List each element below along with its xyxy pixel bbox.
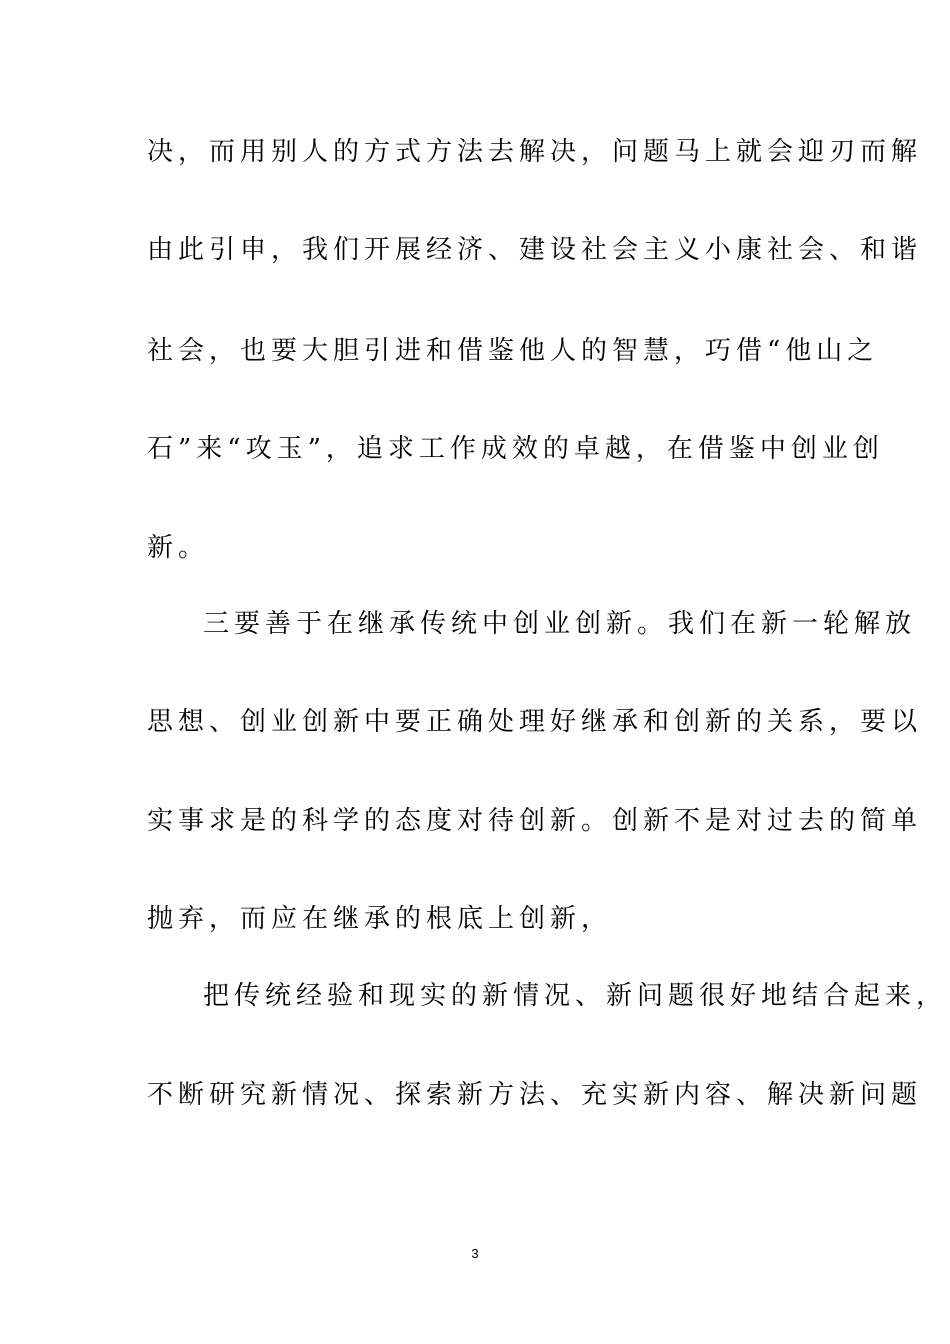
paragraph-start-line: 三要善于在继承传统中创业创新。我们在新一轮解放 xyxy=(203,609,917,639)
text-line: 不断研究新情况、探索新方法、充实新内容、解决新问题 xyxy=(147,1080,923,1110)
text-line: 抛弃，而应在继承的根底上创新， xyxy=(147,904,613,934)
text-line: 由此引申，我们开展经济、建设社会主义小康社会、和谐 xyxy=(147,235,923,265)
text-line: 新。 xyxy=(147,533,210,563)
text-line: 决，而用别人的方式方法去解决，问题马上就会迎刃而解 xyxy=(147,137,923,167)
text-line: 实事求是的科学的态度对待创新。创新不是对过去的简单 xyxy=(147,806,923,836)
text-line: 思想、创业创新中要正确处理好继承和创新的关系，要以 xyxy=(147,707,923,737)
page-number: 3 xyxy=(471,1246,479,1261)
paragraph-start-line: 把传统经验和现实的新情况、新问题很好地结合起来， xyxy=(203,981,948,1011)
text-line: 社会，也要大胆引进和借鉴他人的智慧，巧借“他山之 xyxy=(147,336,879,366)
text-line: 石”来“攻玉”，追求工作成效的卓越，在借鉴中创业创 xyxy=(147,434,884,464)
